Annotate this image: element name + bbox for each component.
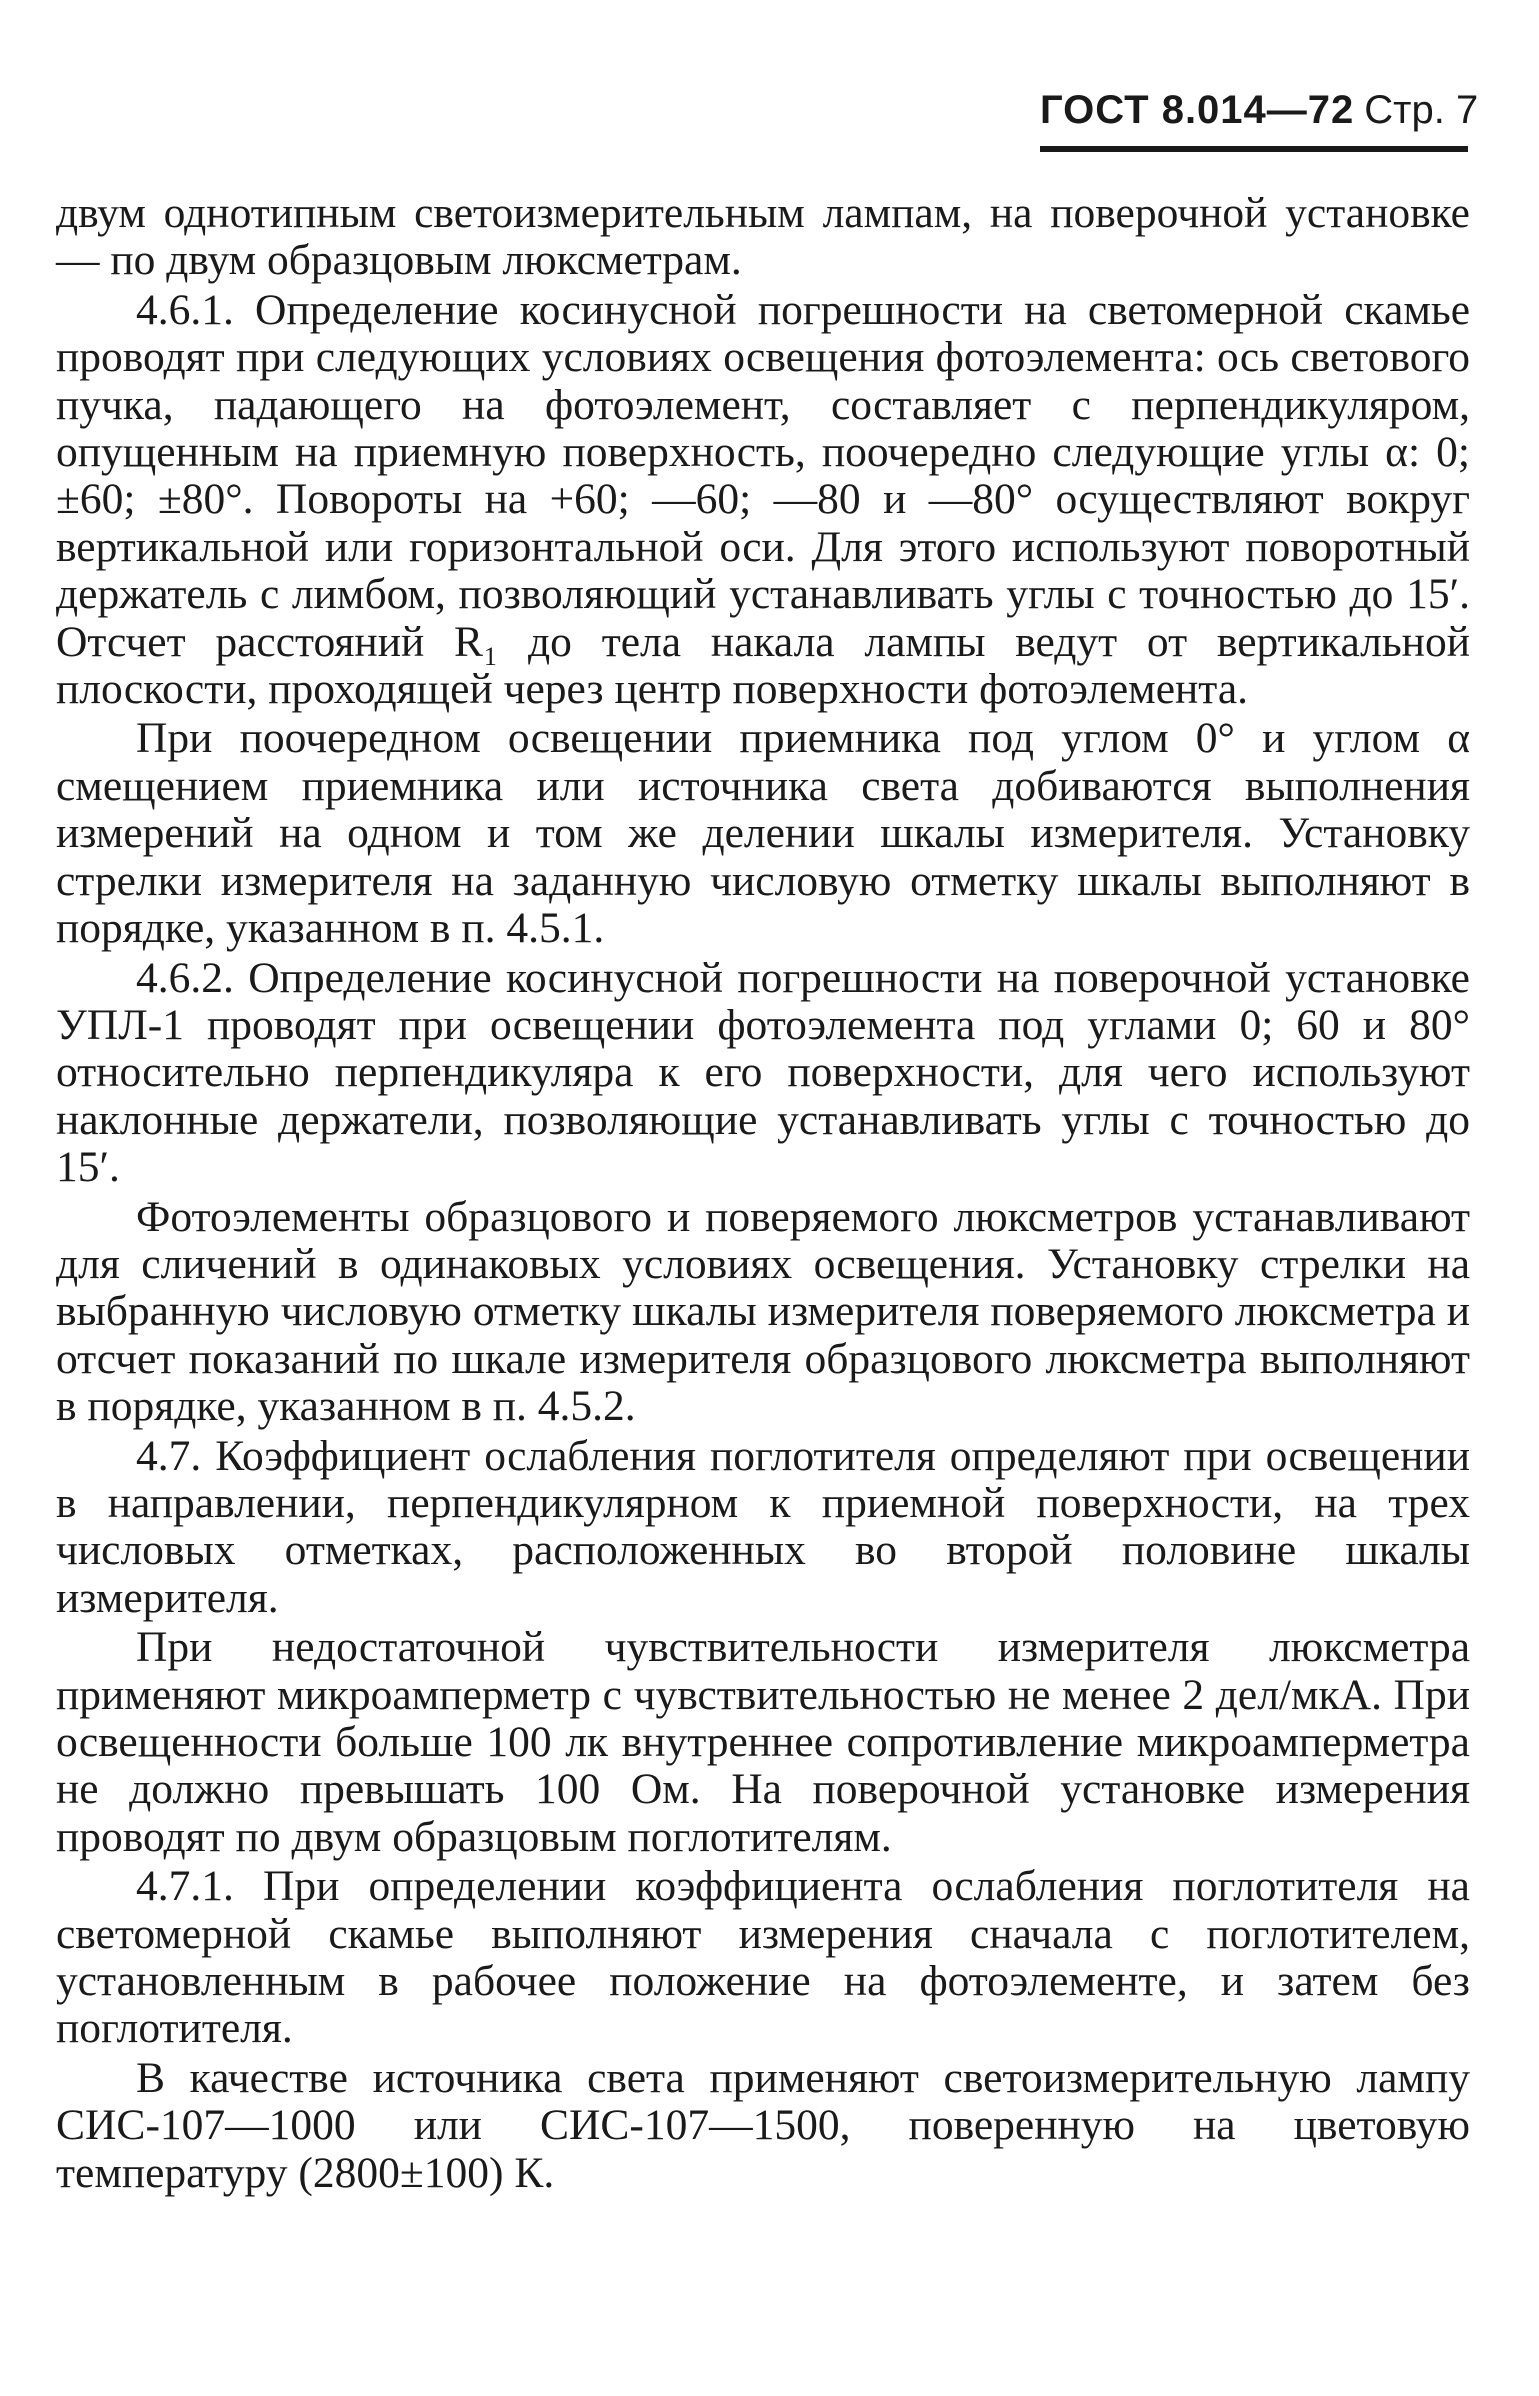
paragraph-photocell-setup: Фотоэлементы образцового и поверяемого люксметров устанавливают для сличений в одинаковых условиях освещения. Установку стрелки на выбранную числовую отметку шкалы измерителя поверяемого люксметра и отсчет показаний по шкале измерителя образцового люксметра выполняют в порядке, указанном в п. 4.5.2. — [56, 1192, 1470, 1431]
paragraph-4-6-1: 4.6.1. Определение косинусной погрешности на светомерной скамье проводят при следующих условиях освещения фотоэлемента: ось светового пучка, падающего на фотоэлемент, составляет с перпендикуляром, опущенным на приемную поверхность, поочередно следующие углы α: 0; ±60; ±80°. Повороты на +60; —60; —80 и —80° осуществляют вокруг вертикальной или горизонтальной оси. Для этого используют поворотный держатель с лимбом, позволяющий устанавливать углы с точностью до 15′. Отсчет расстояний R₁ до тела накала лампы ведут от вертикальной плоскости, проходящей через центр поверхности фотоэлемента. — [56, 285, 1470, 714]
paragraph-4-7: 4.7. Коэффициент ослабления поглотителя определяют при освещении в направлении, перпендикулярном к приемной поверхности, на трех числовых отметках, расположенных во второй половине шкалы измерителя. — [56, 1431, 1470, 1622]
paragraph-continuation: двум однотипным светоизмерительным лампам, на поверочной установке — по двум образцовым люксметрам. — [56, 189, 1470, 285]
page-header — [1040, 88, 1479, 148]
paragraph-rotation-procedure: При поочередном освещении приемника под углом 0° и углом α смещением приемника или источника света добиваются выполнения измерений на одном и том же делении шкалы измерителя. Установку стрелки измерителя на заданную числовую отметку шкалы выполняют в порядке, указанном в п. 4.5.1. — [56, 714, 1470, 953]
paragraph-microammeter: При недостаточной чувствительности измерителя люксметра применяют микроамперметр с чувствительностью не менее 2 дел/мкА. При освещенности больше 100 лк внутреннее сопротивление микроамперметра не должно превышать 100 Ом. На поверочной установке измерения проводят по двум образцовым поглотителям. — [56, 1623, 1470, 1861]
paragraph-4-7-1: 4.7.1. При определении коэффициента ослабления поглотителя на светомерной скамье выполняют измерения сначала с поглотителем, установленным в рабочее положение на фотоэлементе, и затем без поглотителя. — [56, 1862, 1470, 2053]
page-number: Стр. 7 — [1364, 88, 1479, 132]
standard-number: ГОСТ 8.014—72 — [1040, 88, 1355, 132]
paragraph-4-6-2: 4.6.2. Определение косинусной погрешности на поверочной установке УПЛ-1 проводят при освещении фотоэлемента под углами 0; 60 и 80° относительно перпендикуляра к его поверхности, для чего используют наклонные держатели, позволяющие устанавливать углы с точностью до 15′. — [56, 953, 1470, 1192]
paragraph-light-source: В качестве источника света применяют светоизмерительную лампу СИС-107—1000 или СИС-107—1500, поверенную на цветовую температуру (2800±100) К. — [56, 2053, 1470, 2197]
document-body — [56, 190, 1470, 2197]
header-rule — [1040, 146, 1468, 152]
